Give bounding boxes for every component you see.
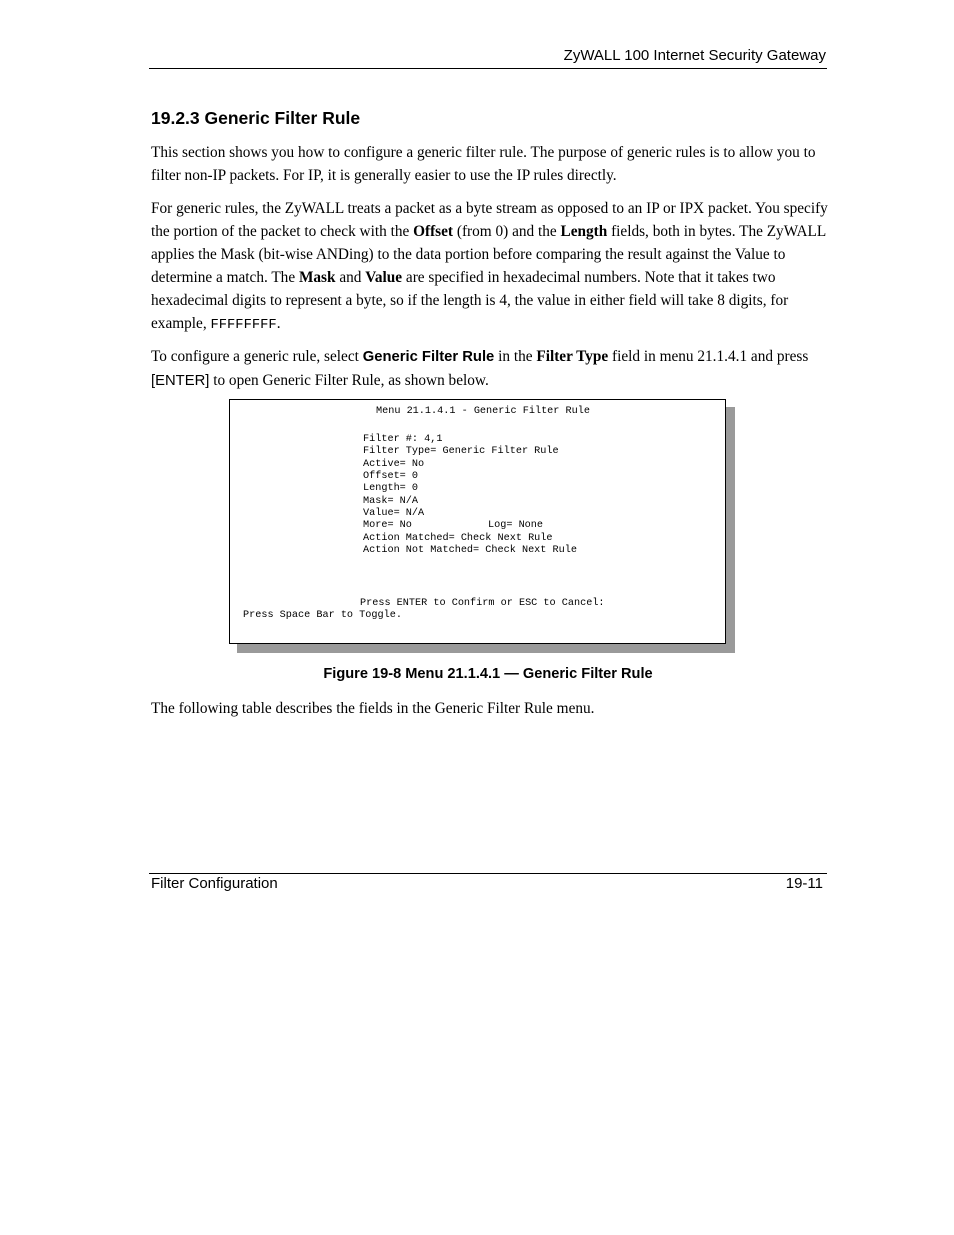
running-header: ZyWALL 100 Internet Security Gateway: [563, 47, 826, 64]
intro-paragraph: This section shows you how to configure a generic filter rule. The purpose of generic rules is to allow you to filter non-IP packets. For IP, it is generally easier to use the IP rules directly.: [151, 144, 816, 184]
hex-example: FFFFFFFF: [210, 318, 277, 333]
text-run: field in menu 21.1.4.1 and press: [608, 348, 809, 365]
footer-divider: [149, 873, 827, 874]
configure-paragraph: [151, 345, 831, 393]
value-field: Value= N/A: [363, 508, 425, 519]
confirm-prompt: Press ENTER to Confirm or ESC to Cancel:: [360, 598, 605, 609]
action-matched-field: Action Matched= Check Next Rule: [363, 533, 553, 544]
log-field: Log= None: [488, 520, 544, 531]
menu-title: Menu 21.1.4.1 - Generic Filter Rule: [376, 406, 590, 417]
header-divider: [149, 68, 827, 69]
text-run: To configure a generic rule, select: [151, 348, 363, 365]
page-number: 19-11: [785, 875, 823, 892]
text-run: and: [335, 269, 366, 286]
terminal-screen: [229, 399, 726, 644]
figure-caption: Figure 19-8 Menu 21.1.4.1 — Generic Filter Rule: [323, 666, 653, 682]
value-term: Value: [365, 269, 403, 286]
filter-type-field: Filter Type= Generic Filter Rule: [363, 446, 559, 457]
mask-term: Mask: [298, 269, 336, 286]
footer-chapter: Filter Configuration: [151, 875, 278, 892]
text-run: (from 0) and the: [453, 223, 561, 240]
table-intro-paragraph: The following table describes the fields in the Generic Filter Rule menu.: [151, 700, 595, 717]
text-run: to open Generic Filter Rule, as shown below.: [209, 372, 489, 389]
filter-number-field: Filter #: 4,1: [363, 434, 443, 445]
more-field: More= No: [363, 520, 412, 531]
toggle-hint: Press Space Bar to Toggle.: [243, 610, 402, 621]
active-field: Active= No: [363, 459, 425, 470]
section-heading: 19.2.3 Generic Filter Rule: [151, 108, 361, 128]
length-term: Length: [560, 223, 608, 240]
enter-key: [ENTER]: [151, 373, 210, 389]
generic-rules-paragraph: [151, 197, 831, 337]
text-run: in the: [494, 348, 537, 365]
generic-filter-rule-term: Generic Filter Rule: [362, 349, 495, 365]
offset-term: Offset: [413, 223, 454, 240]
text-run: are specified in hexadecimal numbers. Note that it takes two hexadecimal digits to represent a byte, so if the length is 4, the value in either field will take 8 digits, for example,: [151, 269, 789, 332]
text-run: For generic rules, the ZyWALL treats a packet as a byte stream as opposed to an IP or IPX packet. You specify the portion of the packet to check with the: [151, 200, 828, 240]
length-field: Length= 0: [363, 483, 419, 494]
mask-field: Mask= N/A: [363, 496, 419, 507]
text-run: fields, both in bytes. The ZyWALL applies the Mask (bit-wise ANDing) to the data portion before comparing the result against the Value to determine a match. The: [151, 223, 826, 286]
action-not-matched-field: Action Not Matched= Check Next Rule: [363, 545, 577, 556]
filter-type-term: Filter Type: [536, 348, 609, 365]
offset-field: Offset= 0: [363, 471, 419, 482]
text-run: .: [276, 315, 281, 332]
